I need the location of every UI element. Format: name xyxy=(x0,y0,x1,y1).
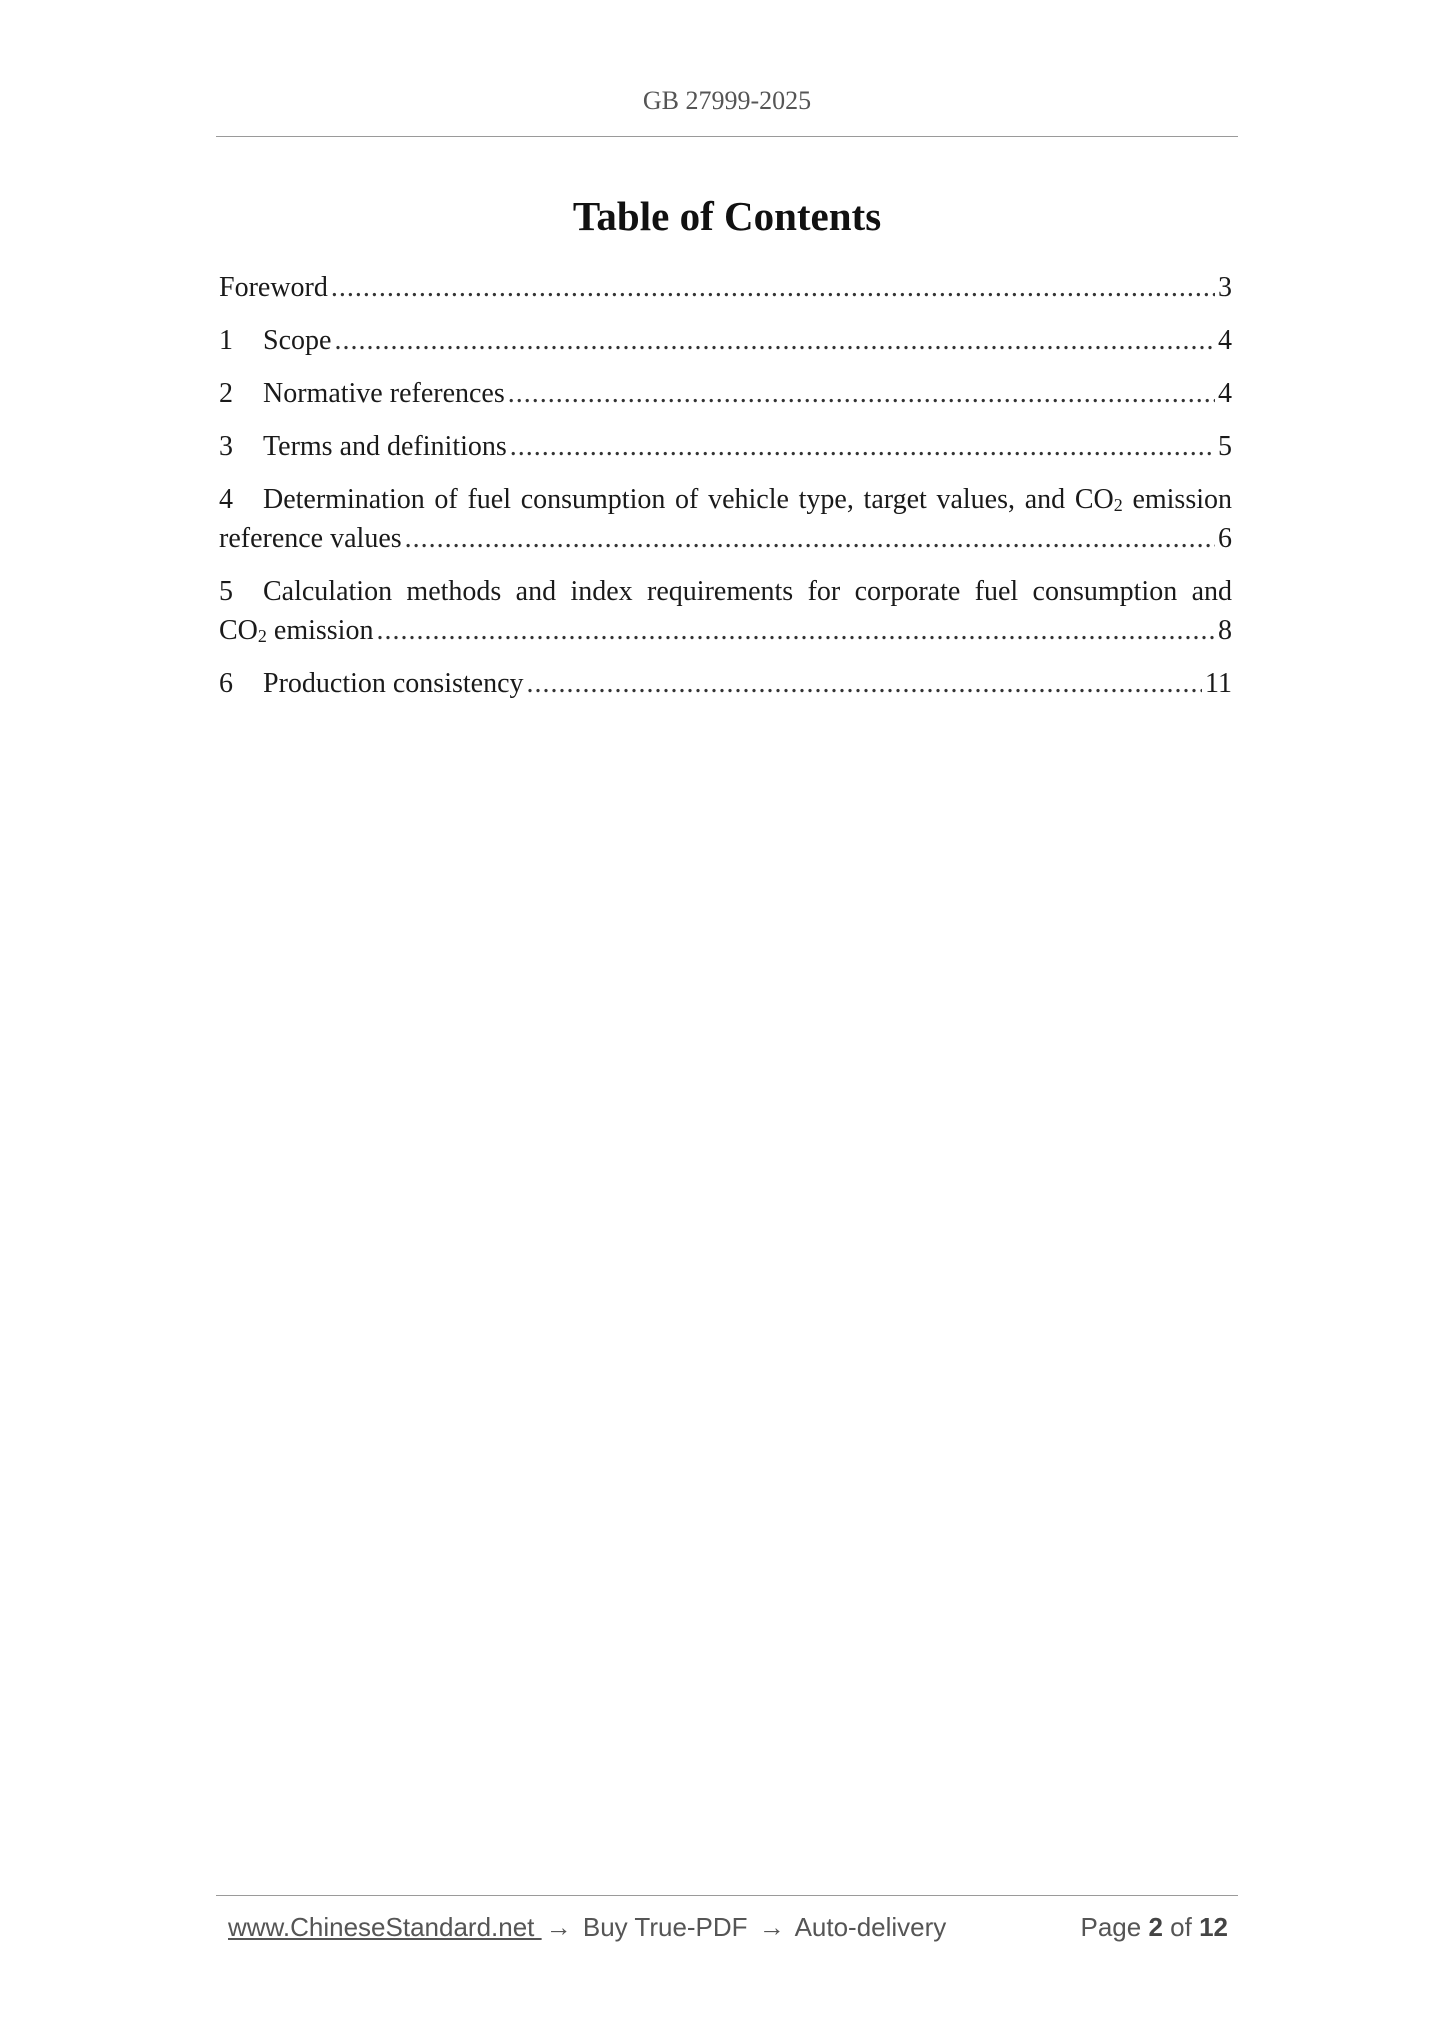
toc-entry-label-part: CO xyxy=(219,615,258,646)
toc-entry-page: 4 xyxy=(1218,378,1232,409)
arrow-right-icon: → xyxy=(545,1912,572,1942)
dot-leader xyxy=(331,268,1215,307)
page-label: Page xyxy=(1080,1912,1142,1942)
footer-divider xyxy=(216,1895,1238,1896)
toc-entry-first-line xyxy=(219,572,1232,611)
toc-entry-page: 8 xyxy=(1218,615,1232,646)
toc-entry-label-part: Determination of fuel consumption of vehicle type, target values, and CO xyxy=(263,484,1114,515)
toc-entry-normative-references[interactable] xyxy=(219,374,1232,413)
toc-entry-page: 11 xyxy=(1205,668,1232,699)
header-divider xyxy=(216,136,1238,137)
total-pages-number: 12 xyxy=(1199,1912,1228,1942)
toc-entry-page: 3 xyxy=(1218,272,1232,303)
toc-entry-production-consistency[interactable] xyxy=(219,664,1232,703)
website-link[interactable]: www.ChineseStandard.net xyxy=(228,1912,542,1942)
toc-entry-number: 1 xyxy=(219,325,233,356)
toc-entry-label-part: emission xyxy=(266,615,374,646)
footer-promo xyxy=(228,1912,946,1943)
toc-entry-label: Production consistency xyxy=(263,668,524,699)
subscript-two: 2 xyxy=(1113,495,1123,515)
buy-true-pdf-text: Buy True-PDF xyxy=(575,1912,755,1942)
auto-delivery-text: Auto-delivery xyxy=(788,1912,947,1942)
dot-leader xyxy=(376,611,1215,650)
page-footer xyxy=(228,1912,1228,1943)
toc-entry-page: 5 xyxy=(1218,431,1232,462)
toc-entry-number: 4 xyxy=(219,484,233,515)
toc-entry-number: 2 xyxy=(219,378,233,409)
toc-entry-label: Normative references xyxy=(263,378,505,409)
toc-entry-label: Scope xyxy=(263,325,332,356)
toc-entry-number: 5 xyxy=(219,576,233,607)
table-of-contents xyxy=(219,268,1232,717)
page-of-label: of xyxy=(1170,1912,1192,1942)
page-title: Table of Contents xyxy=(572,193,882,239)
toc-entry-page: 6 xyxy=(1218,523,1232,554)
toc-entry-scope[interactable] xyxy=(219,321,1232,360)
toc-entry-label-continuation xyxy=(219,611,373,650)
toc-entry-number: 6 xyxy=(219,668,233,699)
toc-entry-calculation-methods[interactable] xyxy=(219,572,1232,650)
toc-entry-label-part: emission xyxy=(1122,484,1232,515)
toc-entry-terms-and-definitions[interactable] xyxy=(219,427,1232,466)
toc-entry-page: 4 xyxy=(1218,325,1232,356)
page-counter xyxy=(1080,1912,1228,1943)
toc-entry-label-part: Calculation methods and index requirements for corporate fuel consumption and xyxy=(263,576,1232,607)
subscript-two: 2 xyxy=(257,626,267,646)
dot-leader xyxy=(510,427,1215,466)
dot-leader xyxy=(508,374,1215,413)
dot-leader xyxy=(405,519,1215,558)
toc-entry-foreword[interactable] xyxy=(219,268,1232,307)
current-page-number: 2 xyxy=(1148,1912,1163,1942)
toc-entry-label-continuation: reference values xyxy=(219,523,402,554)
toc-entry-number: 3 xyxy=(219,431,233,462)
toc-entry-determination[interactable] xyxy=(219,480,1232,558)
dot-leader xyxy=(334,321,1215,360)
document-header: GB 27999-2025 xyxy=(642,86,812,115)
toc-entry-label: Foreword xyxy=(219,272,328,303)
dot-leader xyxy=(527,664,1203,703)
toc-entry-first-line xyxy=(219,480,1232,519)
arrow-right-icon: → xyxy=(758,1912,785,1942)
toc-entry-label: Terms and definitions xyxy=(263,431,507,462)
